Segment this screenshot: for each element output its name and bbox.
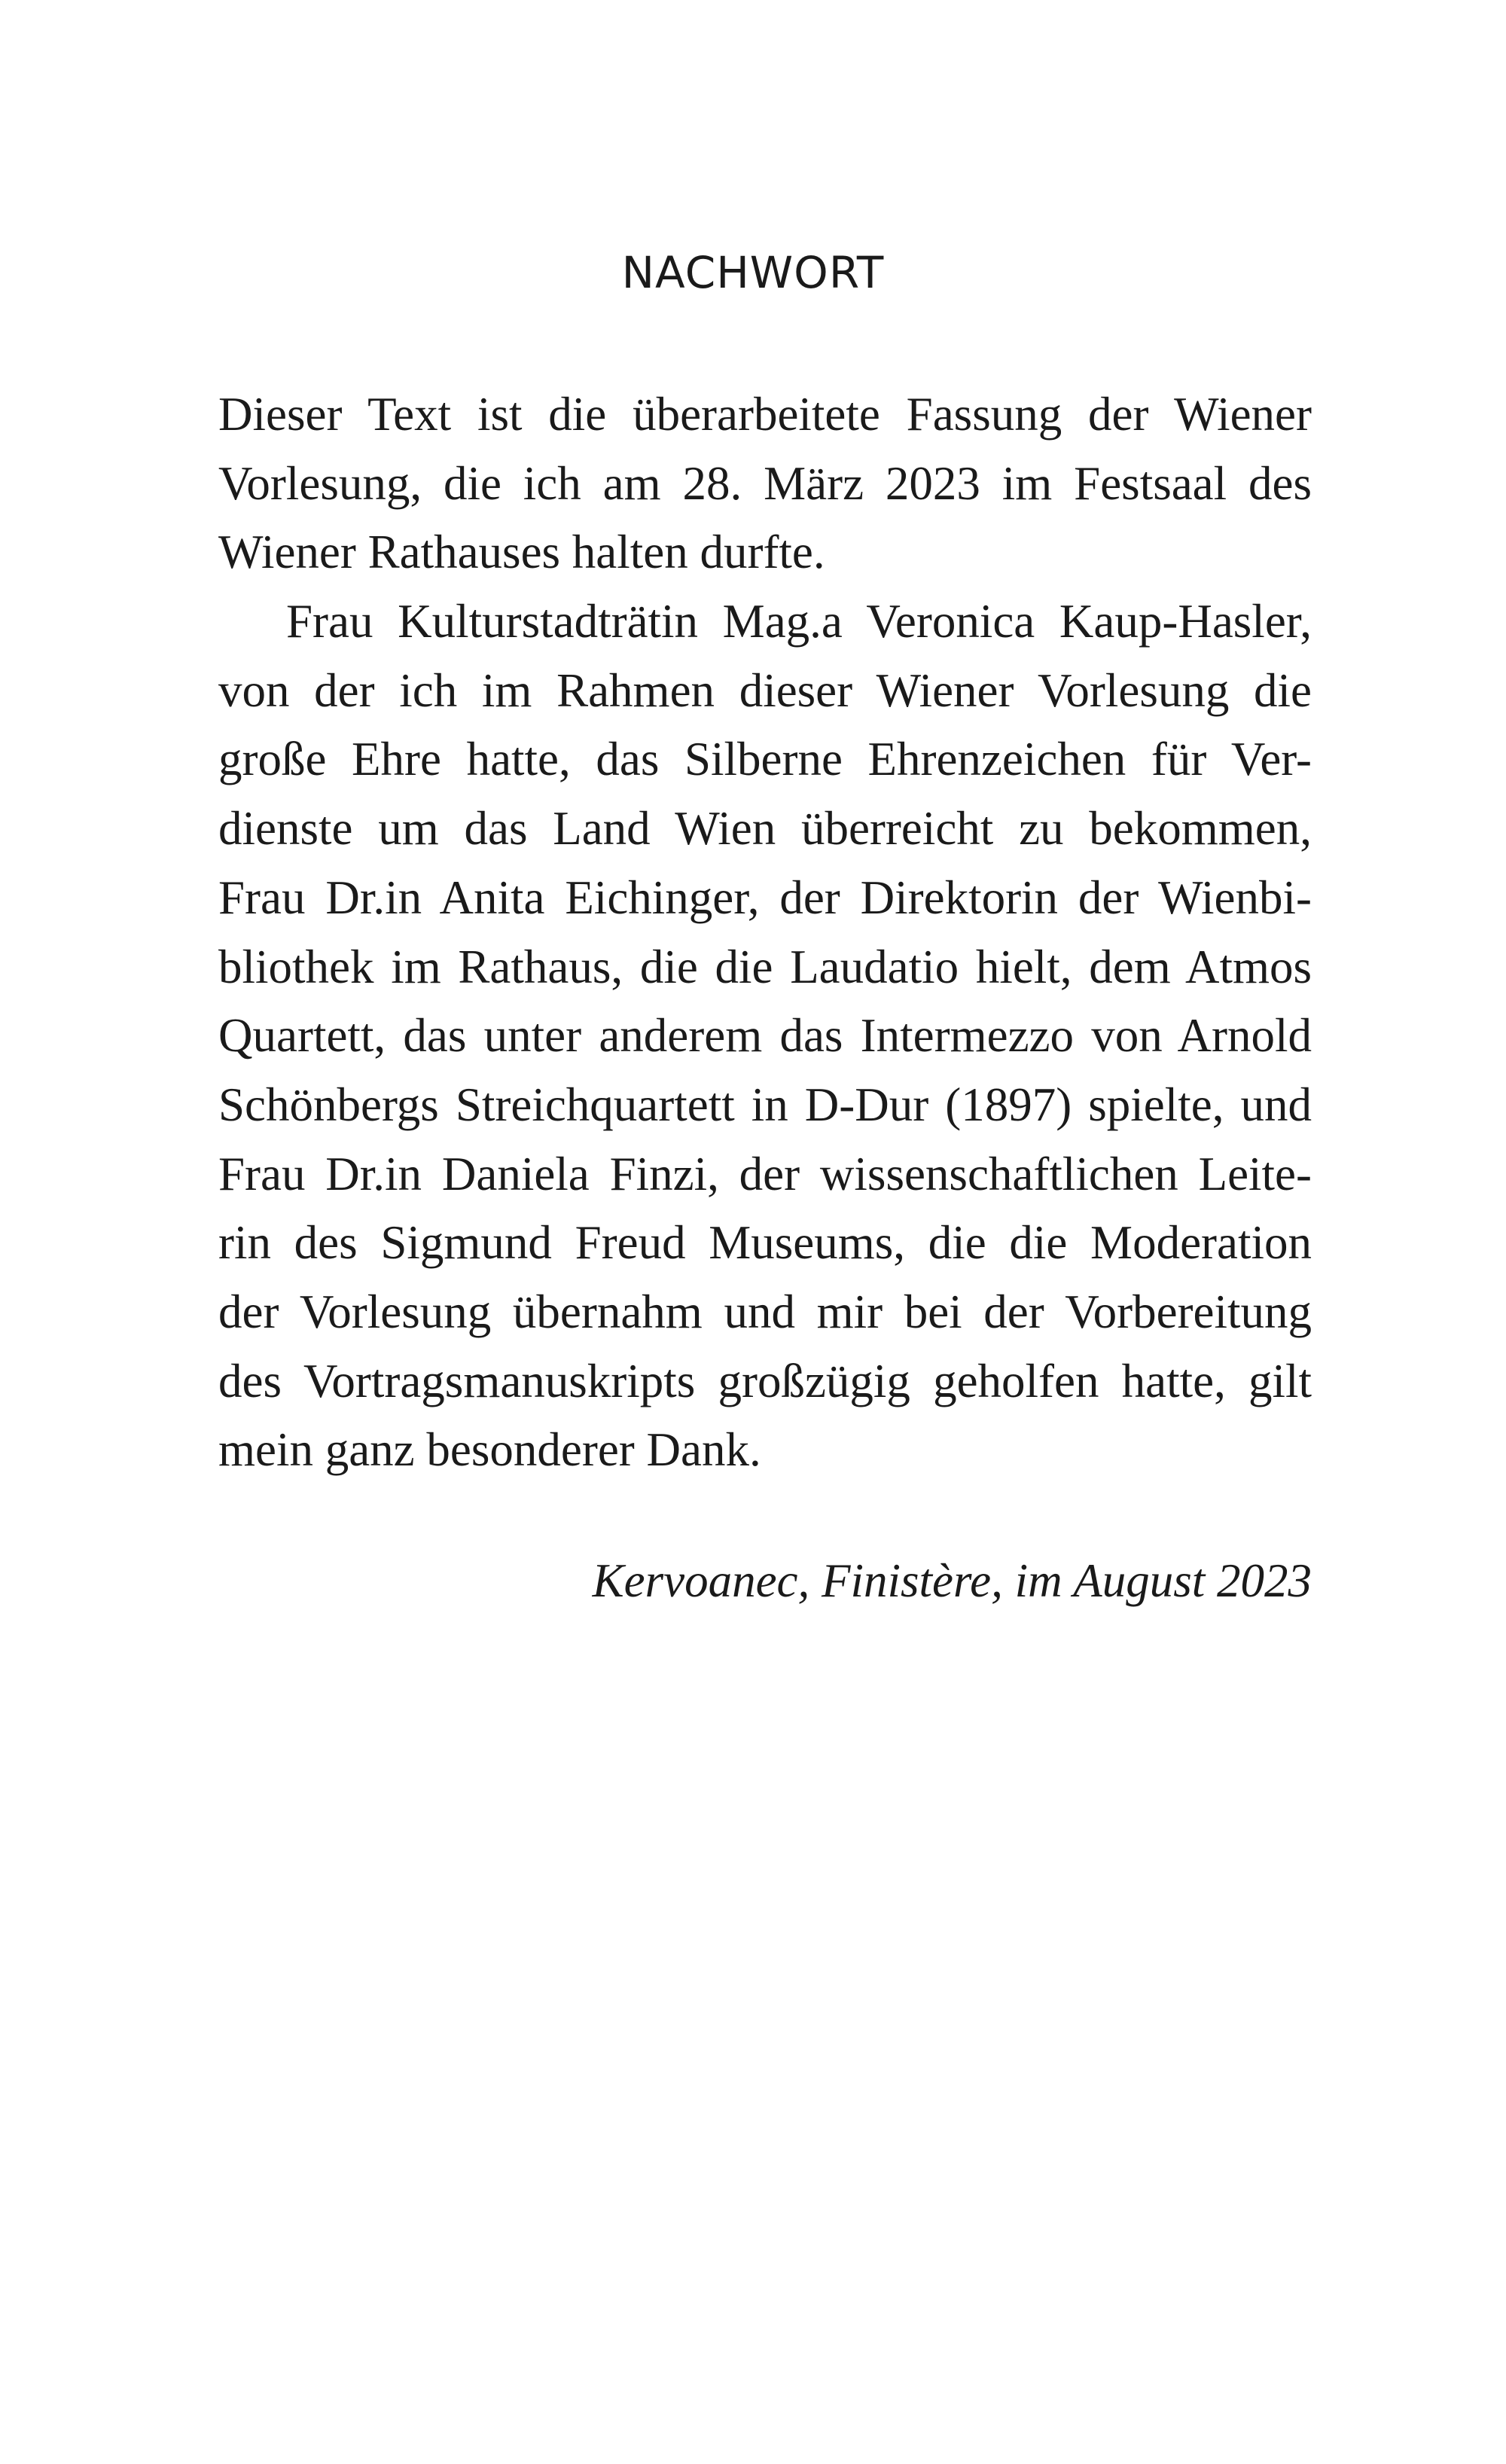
text-line: große Ehre hatte, das Silberne Ehrenzeichen für Ver- (218, 733, 1312, 786)
text-line: Wiener Rathauses halten durfte. (218, 526, 825, 579)
chapter-heading: NACHWORT (621, 247, 885, 298)
text-line: Frau Dr.in Anita Eichinger, der Direktorin der Wienbi- (218, 871, 1312, 924)
text-line: Vorlesung, die ich am 28. März 2023 im Festsaal des (218, 456, 1312, 510)
text-line: der Vorlesung übernahm und mir bei der Vorbereitung (218, 1285, 1312, 1338)
signature-line: Kervoanec, Finistère, im August 2023 (592, 1554, 1312, 1607)
text-line: Quartett, das unter anderem das Intermezzo von Arnold (218, 1009, 1312, 1063)
text-line: bliothek im Rathaus, die die Laudatio hielt, dem Atmos (218, 940, 1312, 993)
text-line: Frau Dr.in Daniela Finzi, der wissenschaftlichen Leite- (218, 1147, 1312, 1200)
text-line: des Vortragsmanuskripts großzügig geholfen hatte, gilt (218, 1354, 1312, 1407)
text-line: Dieser Text ist die überarbeitete Fassung der Wiener (218, 388, 1312, 441)
text-line: Frau Kulturstadträtin Mag.a Veronica Kaup-Hasler, (286, 595, 1312, 648)
text-line: dienste um das Land Wien überreicht zu bekommen, (218, 802, 1312, 855)
text-line: rin des Sigmund Freud Museums, die die Moderation (218, 1216, 1312, 1270)
body-text (218, 380, 1312, 1485)
text-line: Schönbergs Streichquartett in D-Dur (1897) spielte, und (218, 1078, 1312, 1131)
text-line: mein ganz besonderer Dank. (218, 1423, 761, 1477)
text-line: von der ich im Rahmen dieser Wiener Vorlesung die (218, 663, 1312, 717)
